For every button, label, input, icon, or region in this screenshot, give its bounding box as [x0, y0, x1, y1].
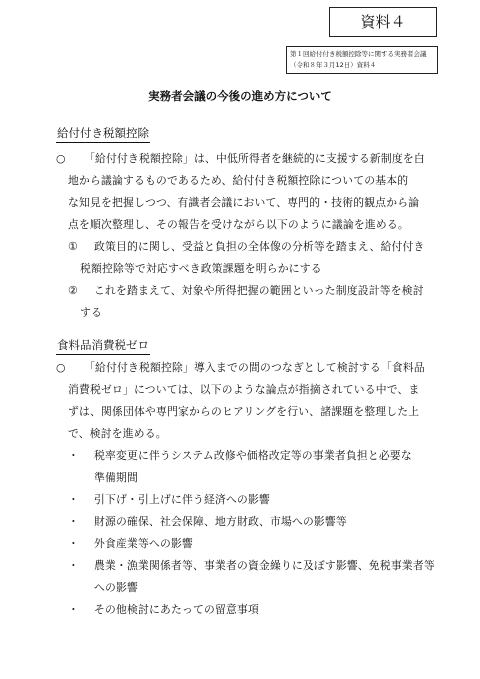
- section2-item-marker: ・: [68, 603, 79, 616]
- section1-item2-marker: ②: [68, 284, 78, 297]
- section2-item-line: 外食産業等への影響: [94, 537, 193, 550]
- section1-item1-marker: ①: [68, 240, 78, 253]
- section1-para-line: な知見を把握しつつ、有識者会議において、専門的・技術的観点から論: [68, 196, 420, 209]
- section2-item-line: への影響: [94, 581, 138, 594]
- meeting-info-box: [286, 46, 438, 74]
- meeting-info-line2: （令和８年３月12日）資料４: [290, 61, 377, 69]
- section1-item1-line: 政策目的に関し、受益と負担の全体像の分析等を踏まえ、給付付き: [94, 240, 425, 253]
- section2-para-line: ずは、関係団体や専門家からのヒアリングを行い、諸課題を整理した上: [68, 405, 420, 418]
- section1-para-line: 点を順次整理し、その報告を受けながら以下のように議論を進める。: [68, 218, 409, 231]
- section2-item-line: その他検討にあたっての留意事項: [94, 603, 259, 616]
- document-label: 資料４: [360, 13, 406, 31]
- section2-item-marker: ・: [68, 493, 79, 506]
- section1-item2-line: これを踏まえて、対象や所得把握の範囲といった制度設計等を検討: [94, 284, 424, 297]
- section2-item-line: 財源の確保、社会保障、地方財政、市場への影響等: [94, 515, 347, 528]
- section1-item2-line: する: [80, 306, 102, 319]
- section2-para-line: 「給付付き税額控除」導入までの間のつなぎとして検討する「食料品: [84, 361, 425, 374]
- section2-item-marker: ・: [68, 449, 79, 462]
- section2-item-line: 税率変更に伴うシステム改修や価格改定等の事業者負担と必要な: [94, 449, 412, 462]
- section2-item-marker: ・: [68, 559, 79, 572]
- document-label-box: [329, 7, 437, 37]
- section1-para-line: 地から議論するものであるため、給付付き税額控除についての基本的: [68, 174, 409, 187]
- section2-item-line: 引下げ・引上げに伴う経済への影響: [94, 493, 270, 506]
- section2-item-line: 農業・漁業関係者等、事業者の資金繰りに及ぼす影響、免税事業者等: [94, 559, 435, 572]
- section2-bullet: ○: [56, 361, 66, 374]
- section2-item-line: 準備期間: [94, 471, 138, 484]
- section2-para-line: で、検討を進める。: [68, 427, 167, 440]
- page-title: 実務者会議の今後の進め方について: [148, 89, 332, 103]
- section1-para-line: 「給付付き税額控除」は、中低所得者を継続的に支援する新制度を白: [84, 152, 425, 165]
- section-heading-food-tax-zero: 食料品消費税ゼロ: [56, 337, 150, 355]
- section2-item-marker: ・: [68, 537, 79, 550]
- section-heading-tax-credit: 給付付き税額控除: [56, 125, 150, 143]
- section2-item-marker: ・: [68, 515, 79, 528]
- section1-item1-line: 税額控除等で対応すべき政策課題を明らかにする: [80, 262, 322, 275]
- meeting-info-line1: 第１回給付付き税額控除等に関する実務者会議: [290, 50, 427, 58]
- section1-bullet: ○: [56, 152, 66, 165]
- section2-para-line: 消費税ゼロ」については、以下のような論点が指摘されている中で、ま: [68, 383, 420, 396]
